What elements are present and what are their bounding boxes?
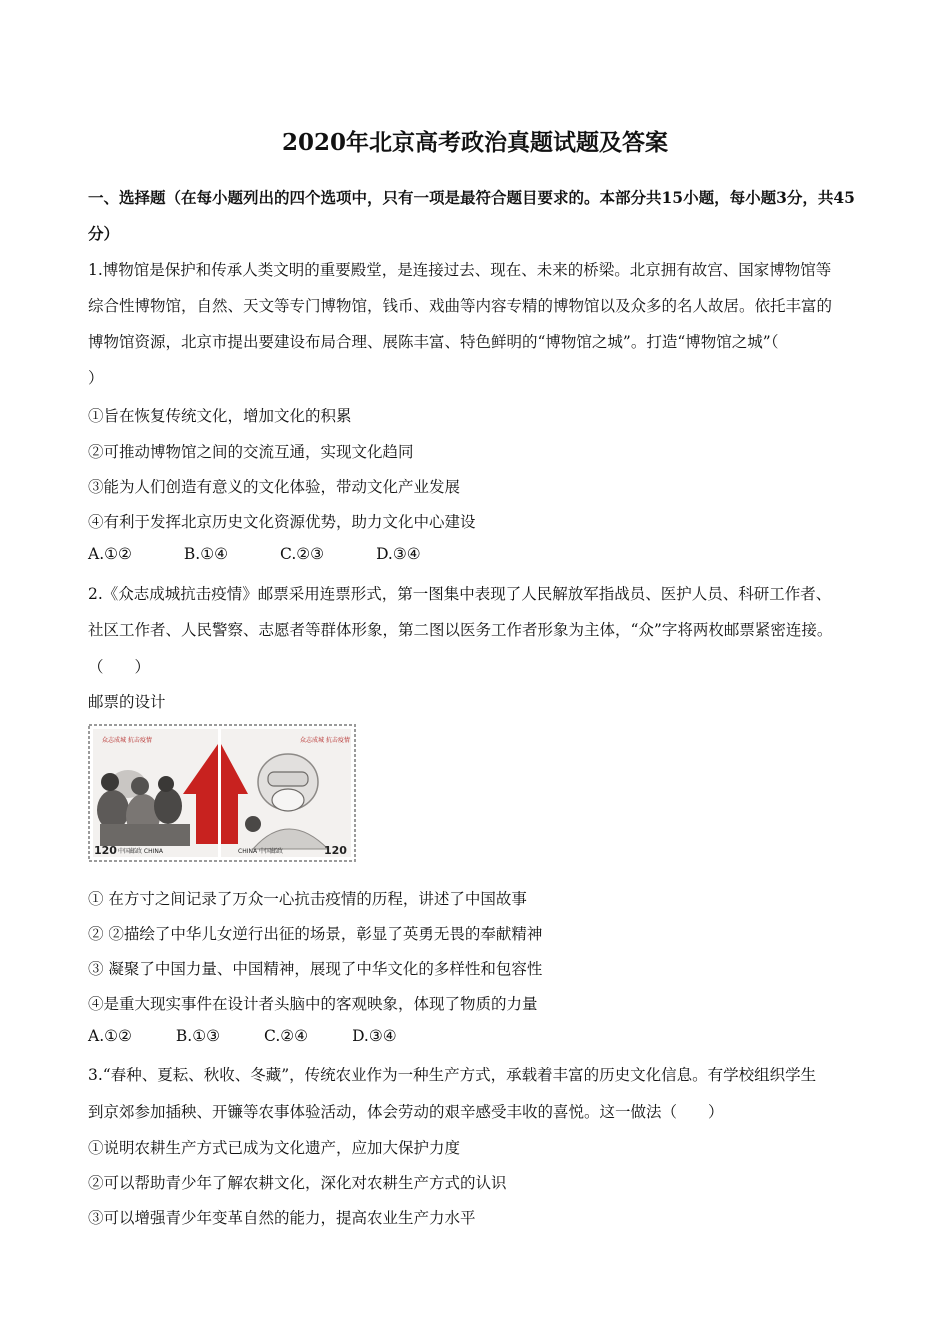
right-stamp-caption: 众志成城 抗击疫情 <box>300 737 350 744</box>
q2-options <box>88 1027 441 1045</box>
q3-item-3: ③可以增强青少年变革自然的能力，提高农业生产力水平 <box>88 1209 476 1227</box>
q1-item-3: ③能为人们创造有意义的文化体验，带动文化产业发展 <box>88 478 461 496</box>
q2-stem-line: 社区工作者、人民警察、志愿者等群体形象，第二图以医务工作者形象为主体，“众”字将两枚邮票紧密连接。 <box>88 621 833 639</box>
left-stamp-country: 中国邮政 CHINA <box>118 848 163 855</box>
q1-stem-line: 1.博物馆是保护和传承人类文明的重要殿堂，是连接过去、现在、未来的桥梁。北京拥有故宫、国家博物馆等 <box>88 261 832 279</box>
q1-options <box>88 545 473 563</box>
q3-item-1: ①说明农耕生产方式已成为文化遗产，应加大保护力度 <box>88 1139 461 1157</box>
left-stamp-caption: 众志成城 抗击疫情 <box>102 737 152 744</box>
q1-stem-line: 综合性博物馆，自然、天文等专门博物馆，钱币、戏曲等内容专精的博物馆以及众多的名人故居。依托丰富的 <box>88 297 833 315</box>
q1-option-b[interactable]: B.①④ <box>183 545 229 563</box>
page-title: 2020年北京高考政治真题试题及答案 <box>281 129 668 156</box>
q3-item-2: ②可以帮助青少年了解农耕文化，深化对农耕生产方式的认识 <box>88 1174 507 1192</box>
q2-option-b[interactable]: B.①③ <box>175 1027 221 1045</box>
q2-option-c[interactable]: C.②④ <box>264 1027 309 1045</box>
right-stamp-country: CHINA 中国邮政 <box>238 848 283 855</box>
q1-stem-line: 博物馆资源，北京市提出要建设布局合理、展陈丰富、特色鲜明的“博物馆之城”。打造“博物馆之城”（ <box>88 333 779 351</box>
q2-item-2: ② ②描绘了中华儿女逆行出征的场景，彰显了英勇无畏的奉献精神 <box>88 925 543 943</box>
section-heading-cont: 分） <box>88 224 120 243</box>
stamp-image <box>88 724 356 862</box>
left-stamp-value: 120 <box>94 844 117 857</box>
right-stamp <box>221 729 351 857</box>
q1-item-2: ②可推动博物馆之间的交流互通，实现文化趋同 <box>88 443 414 461</box>
q1-item-1: ①旨在恢复传统文化，增加文化的积累 <box>88 407 352 425</box>
q3-stem-line: 3.“春种、夏耘、秋收、冬藏”，传统农业作为一种生产方式，承载着丰富的历史文化信息。有学校组织学生 <box>88 1066 817 1084</box>
q2-stem-line: 邮票的设计 <box>88 693 166 711</box>
left-stamp <box>93 729 218 857</box>
right-stamp-value: 120 <box>324 844 347 857</box>
q2-item-3: ③ 凝聚了中国力量、中国精神，展现了中华文化的多样性和包容性 <box>88 960 543 978</box>
q2-item-1: ① 在方寸之间记录了万众一心抗击疫情的历程，讲述了中国故事 <box>88 890 527 908</box>
q2-stem-line: （ ） <box>88 658 151 676</box>
q2-option-a[interactable]: A.①② <box>88 1027 132 1045</box>
q1-stem-line: ） <box>88 369 104 387</box>
q2-stem-line: 2.《众志成城抗击疫情》邮票采用连票形式，第一图集中表现了人民解放军指战员、医护人员、科研工作者、 <box>88 585 832 603</box>
q1-item-4: ④有利于发挥北京历史文化资源优势，助力文化中心建设 <box>88 513 476 531</box>
q3-stem-line: 到京郊参加插秧、开镰等农事体验活动，体会劳动的艰辛感受丰收的喜悦。这一做法（ ） <box>88 1103 724 1121</box>
q1-option-c[interactable]: C.②③ <box>280 545 325 563</box>
section-heading: 一、选择题（在每小题列出的四个选项中，只有一项是最符合题目要求的。本部分共15小题，每小题3分，共45 <box>88 188 855 207</box>
q2-option-d[interactable]: D.③④ <box>352 1027 397 1045</box>
q2-item-4: ④是重大现实事件在设计者头脑中的客观映象，体现了物质的力量 <box>88 995 538 1013</box>
q1-option-d[interactable]: D.③④ <box>376 545 421 563</box>
q1-option-a[interactable]: A.①② <box>88 545 132 563</box>
